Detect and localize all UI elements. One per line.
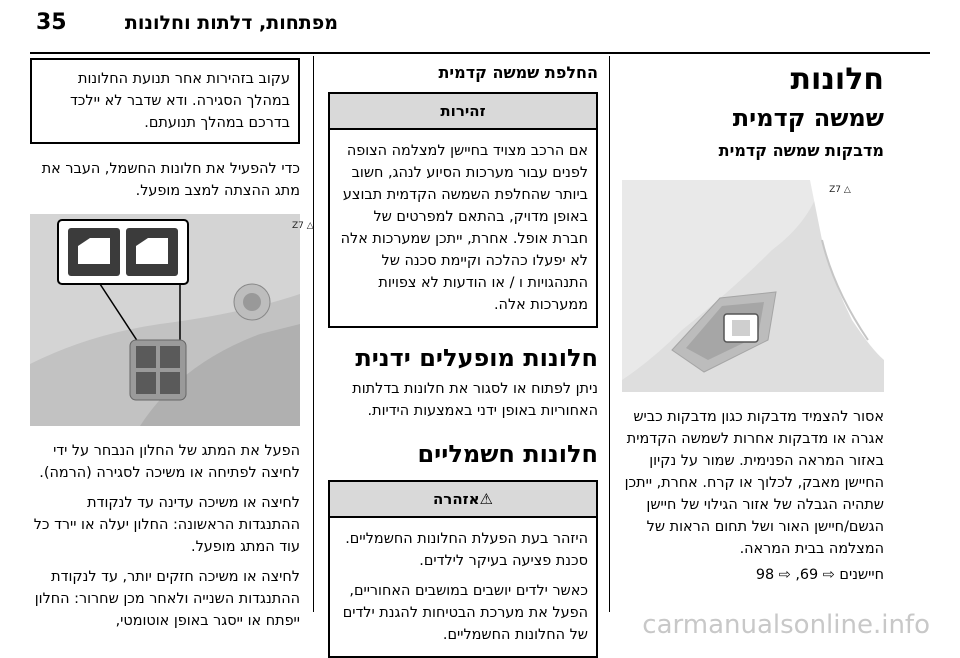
warning-box (328, 480, 598, 658)
page-number: 35 (36, 10, 67, 35)
section-title-windscreen-stickers: מדבקות שמשה קדמית (718, 141, 884, 160)
caution-body (330, 130, 596, 326)
chapter-title: מפתחות, דלתות וחלונות (124, 12, 338, 34)
power-windows-intro: כדי להפעיל את חלונות החשמל, העבר את מתג ההצתה למצב מופעל. (41, 161, 300, 199)
window-switch-illustration (30, 214, 314, 426)
caution-box (328, 92, 598, 328)
manual-windows-text: ניתן לפתוח או לסגור את חלונות בדלתות האחוריות באופן ידני באמצעות הידיות. (352, 381, 598, 419)
warning-body (330, 518, 596, 656)
window-switch-drawing (30, 214, 314, 426)
section-title-power-windows: חלונות חשמליים (417, 440, 598, 468)
section-title-windows: חלונות (790, 62, 884, 97)
section-title-windscreen: שמשה קדמית (732, 104, 884, 132)
warning-label: ⚠אזהרה (330, 482, 596, 518)
column-divider-left (313, 56, 314, 612)
column-divider-right (609, 56, 610, 612)
second-detent-text: לחיצה או משיכה חזקים יותר, עד לנקודת ההתנגדות השנייה ולאחר מכן שחרור: החלון ייפתח או ייסגר באופן אוטומטי, (34, 569, 300, 629)
switch-operation-text: הפעל את המתג של החלון הנבחר על ידי לחיצה לפתיחה או משיכה לסגירה (הרמה). (39, 443, 300, 481)
page-header (0, 8, 960, 48)
section-title-manual-windows: חלונות מופעלים ידנית (355, 344, 598, 372)
caution-label: זהירות (330, 94, 596, 130)
svg-text:△ Z7: △ Z7 (292, 221, 314, 231)
middle-column (328, 60, 598, 658)
left-column (30, 58, 314, 632)
warning-continuation-text: עקוב בזהירות אחר תנועת החלונות במהלך הסגירה. ודא שדבר לא יילכד בדרכם במהלך תנועתם. (69, 71, 290, 131)
warning-continuation-box (30, 58, 300, 144)
svg-text:△ Z7: △ Z7 (829, 185, 851, 195)
warning-text-2: כאשר ילדים יושבים במושבים האחוריים, הפעל את מערכת הבטיחות להגנת ילדים של החלונות החשמליים. (342, 583, 588, 643)
sensors-reference: חיישנים ⇨ 69, ⇨ 98 (755, 567, 884, 583)
windscreen-sensor-illustration (622, 180, 884, 392)
right-column (622, 60, 884, 586)
header-rule (30, 52, 930, 54)
windscreen-stickers-text: אסור להצמיד מדבקות כגון מדבקות כביש אגרה או מדבקות אחרות לשמשה הקדמית באזור המראה הפנימית. שמור על נקיון החיישן מאבק, לכלוך או קרח. אחרת, ייתכן שתהיה הגבלה של אזור הגילוי של חיישן הגשם/חיישן האור ושל תחום הראות של המצלמה בבית המראה. (624, 409, 884, 557)
watermark: carmanualsonline.info (642, 610, 930, 640)
windscreen-sensor-drawing (622, 180, 884, 392)
first-detent-text: לחיצה או משיכה עדינה עד לנקודת ההתנגדות הראשונה: החלון יעלה או יירד כל עוד המתג מופעל. (33, 495, 300, 555)
warning-text-1: היזהר בעת הפעלת החלונות החשמליים. סכנת פציעה בעיקר לילדים. (345, 531, 588, 569)
caution-text: אם הרכב מצויד בחיישן למצלמה הצופה לפנים עבור מערכות הסיוע לנהג, חשוב ביותר שהחלפת השמשה הקדמית תבוצע באופן מדויק, בהתאם למפרטים של חברת אופל. אחרת, ייתכן שמערכות אלה לא יפעלו כהלכה וקיימת סכנה של התנהגויות ו / או הודעות לא צפויות ממערכות אלה. (340, 143, 588, 313)
section-title-windscreen-replacement: החלפת שמשה קדמית (438, 63, 598, 82)
